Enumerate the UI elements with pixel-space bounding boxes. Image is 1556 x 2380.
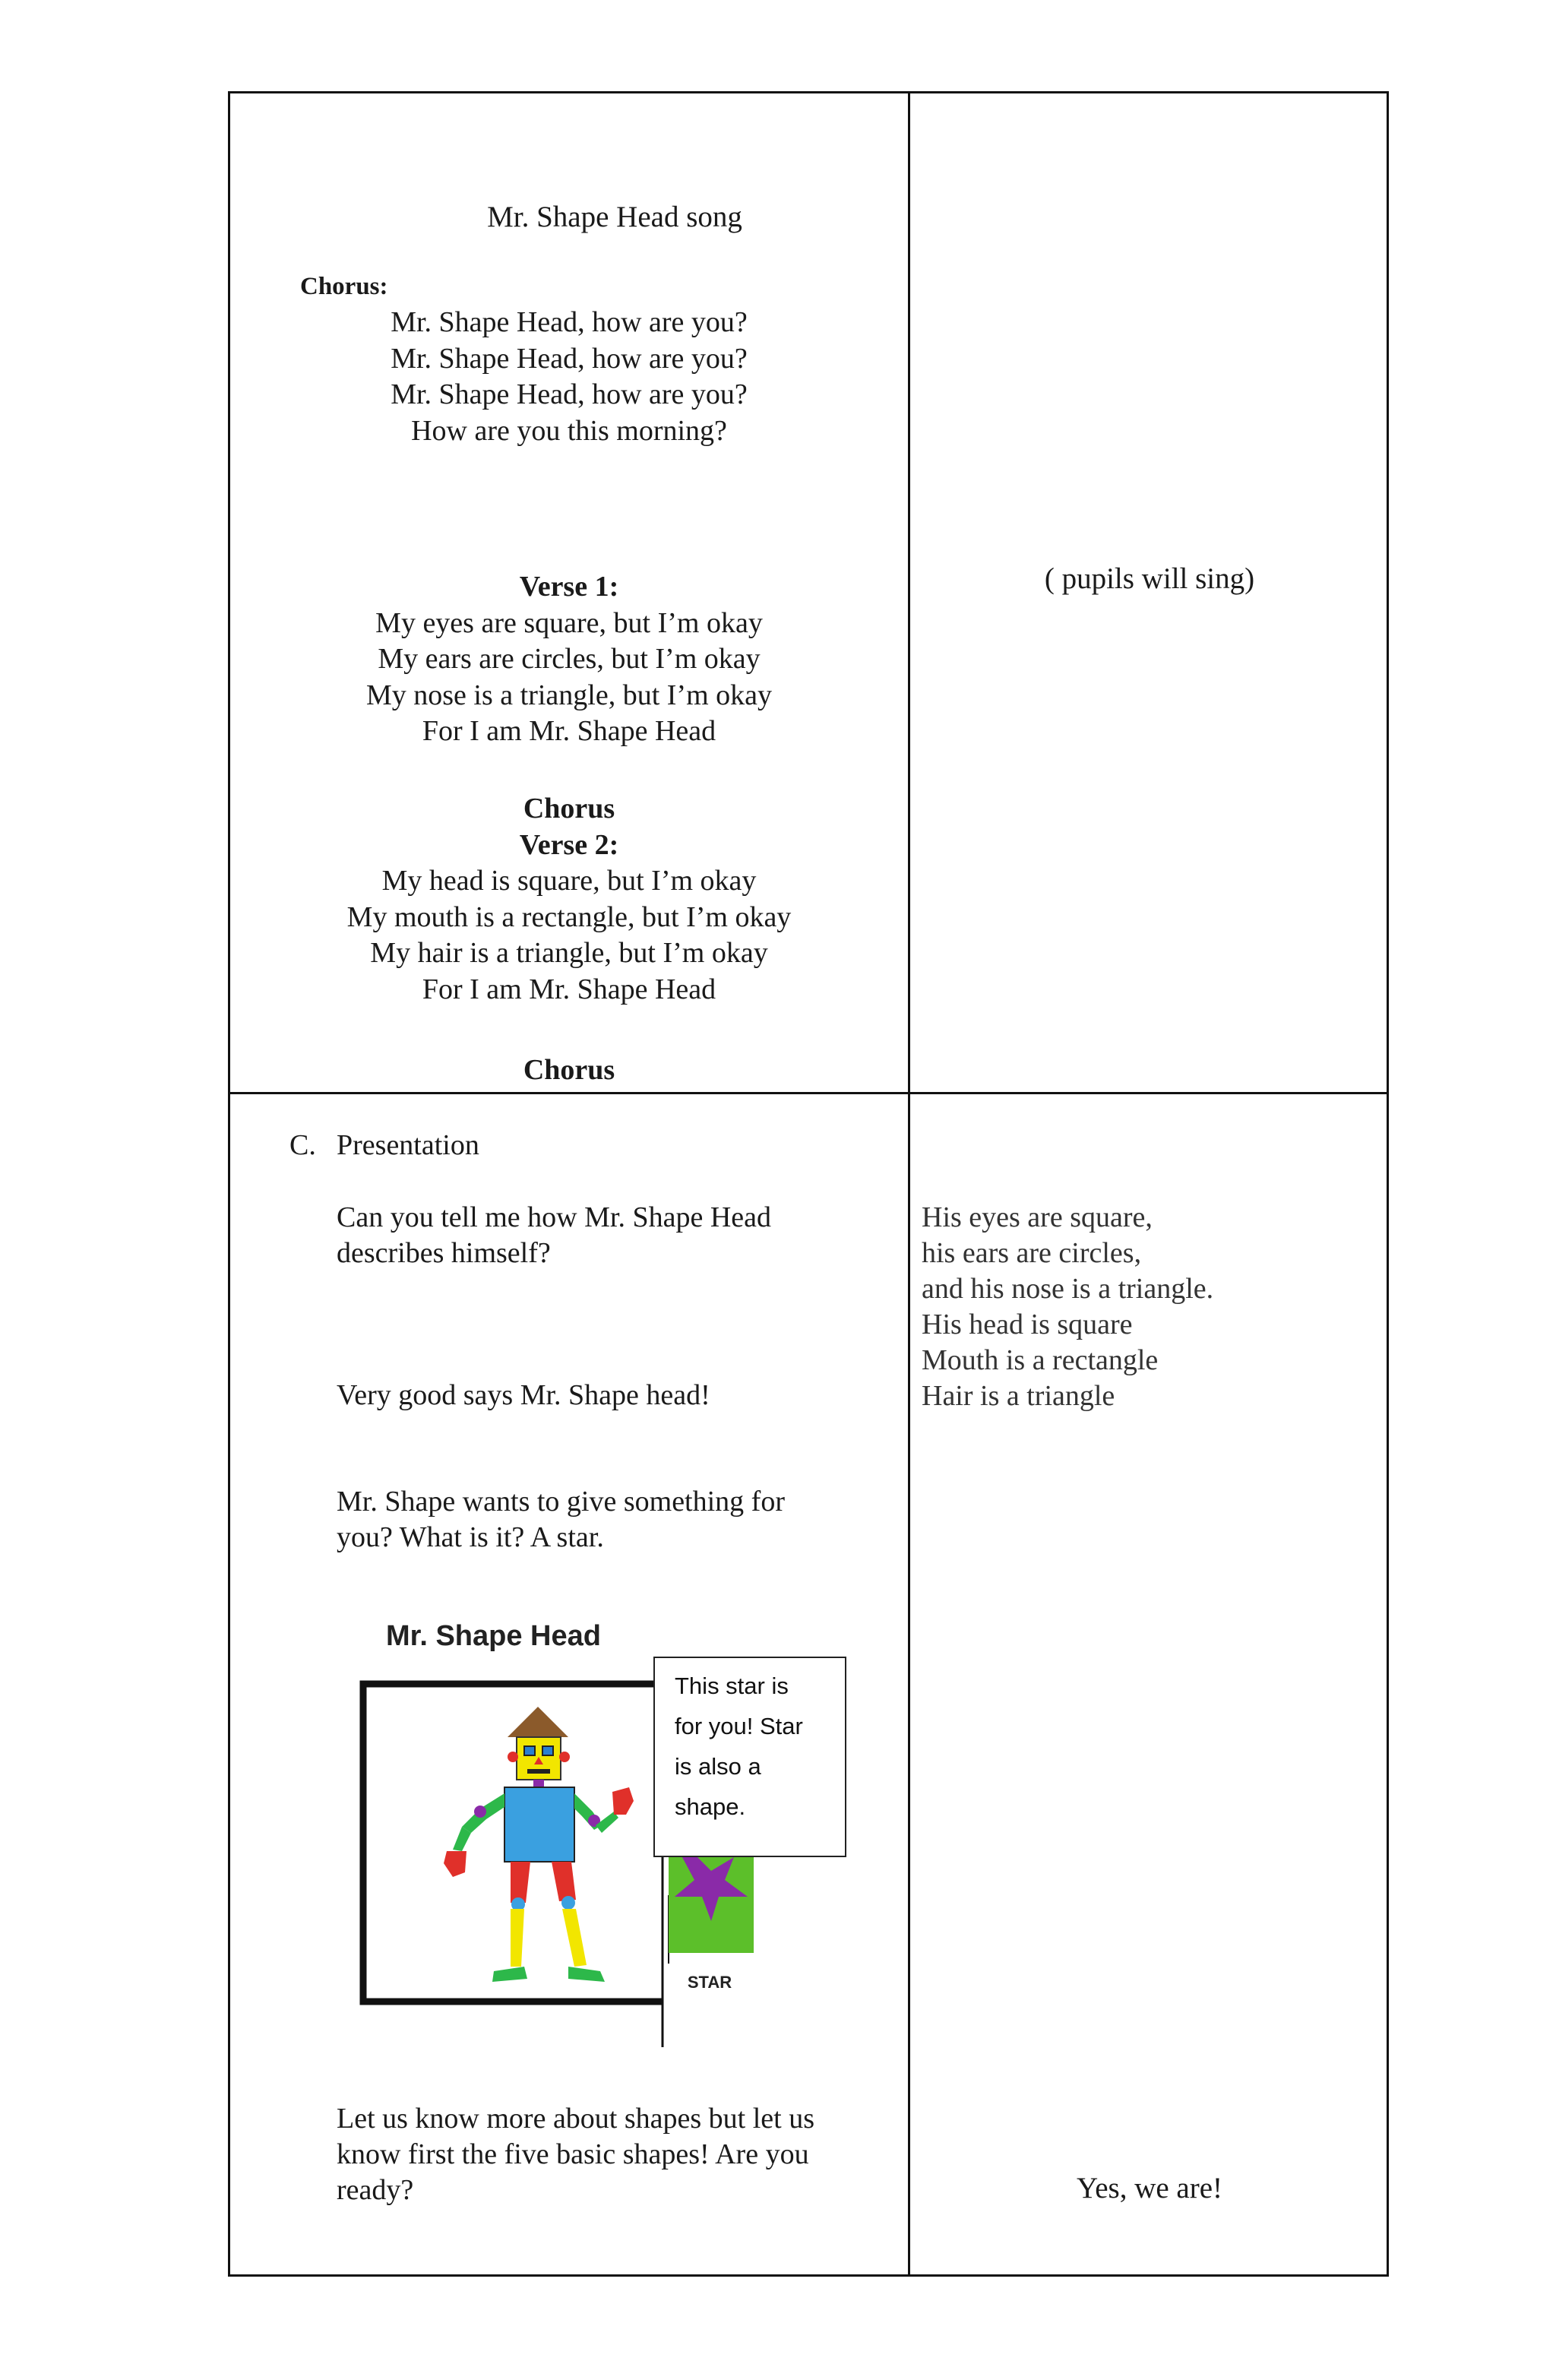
answer-line: Mouth is a rectangle xyxy=(922,1344,1159,1376)
shoulder-joint-icon xyxy=(474,1806,486,1818)
illustration-title: Mr. Shape Head xyxy=(386,1620,601,1652)
verse1-line: My nose is a triangle, but I’m okay xyxy=(365,679,772,711)
verse2-line: My mouth is a rectangle, but I’m okay xyxy=(346,900,792,933)
verse2-line: My head is square, but I’m okay xyxy=(381,865,757,897)
speech-box xyxy=(653,1657,846,1857)
closing-line: ready? xyxy=(337,2174,414,2206)
mr-shape-head-illustration xyxy=(331,1523,848,2055)
chorus-line: How are you this morning? xyxy=(411,414,727,447)
verse1-stanza xyxy=(230,569,908,750)
right-foot-icon xyxy=(568,1967,605,1982)
chorus-stanza xyxy=(230,305,908,449)
column-divider xyxy=(908,93,910,2274)
section-letter: C. xyxy=(289,1129,316,1161)
left-thigh-icon xyxy=(511,1862,530,1903)
verse2-heading: Verse 2: xyxy=(519,828,619,861)
closing-line: know first the five basic shapes! Are you xyxy=(337,2138,809,2170)
body-rectangle-icon xyxy=(504,1787,574,1862)
star-label: STAR xyxy=(687,1973,732,1992)
chorus-line: Mr. Shape Head, how are you? xyxy=(391,342,748,375)
answer-line: his ears are circles, xyxy=(922,1237,1142,1269)
final-chorus xyxy=(230,1052,908,1089)
speech-line: is also a xyxy=(675,1753,761,1780)
chorus-label: Chorus: xyxy=(300,273,388,300)
left-shin-icon xyxy=(511,1909,524,1967)
verse2-line: My hair is a triangle, but I’m okay xyxy=(370,937,768,969)
closing-line: Let us know more about shapes but let us xyxy=(337,2103,815,2135)
chorus-line: Mr. Shape Head, how are you? xyxy=(391,378,748,410)
verse1-line: My eyes are square, but I’m okay xyxy=(375,606,763,639)
verse1-line: My ears are circles, but I’m okay xyxy=(378,643,761,675)
verse1-heading: Verse 1: xyxy=(519,571,619,603)
question-paragraph xyxy=(337,1200,891,1271)
speech-line: for you! Star xyxy=(675,1713,803,1739)
chorus-heading: Chorus xyxy=(523,793,615,824)
final-chorus-heading: Chorus xyxy=(523,1054,615,1086)
ear-circle-icon xyxy=(559,1752,570,1762)
very-good-paragraph: Very good says Mr. Shape head! xyxy=(337,1379,710,1411)
song-cell xyxy=(230,93,908,1092)
pupils-response-song: ( pupils will sing) xyxy=(1044,562,1255,595)
ear-circle-icon xyxy=(508,1752,518,1762)
pupils-response-ready: Yes, we are! xyxy=(1076,2172,1223,2204)
answer-line: Hair is a triangle xyxy=(922,1380,1115,1412)
presentation-heading xyxy=(289,1128,479,1162)
verse1-line: For I am Mr. Shape Head xyxy=(422,715,716,747)
closing-paragraph xyxy=(337,2101,891,2208)
answer-line: His head is square xyxy=(922,1309,1133,1340)
left-foot-icon xyxy=(492,1967,527,1982)
right-thigh-icon xyxy=(552,1862,576,1901)
speech-line: shape. xyxy=(675,1793,746,1820)
section-title: Presentation xyxy=(337,1129,479,1161)
row-divider xyxy=(230,1092,1387,1094)
right-hand-icon xyxy=(612,1787,634,1815)
verse2-line: For I am Mr. Shape Head xyxy=(422,973,716,1005)
star-line: Mr. Shape wants to give something for xyxy=(337,1486,785,1518)
neck-icon xyxy=(533,1780,544,1787)
answer-line: His eyes are square, xyxy=(922,1201,1153,1233)
speech-line: This star is xyxy=(675,1673,789,1699)
right-shin-icon xyxy=(562,1909,587,1967)
chorus-line: Mr. Shape Head, how are you? xyxy=(391,306,748,338)
song-title: Mr. Shape Head song xyxy=(487,201,742,233)
hair-triangle-icon xyxy=(508,1707,568,1737)
verse2-stanza xyxy=(230,791,908,1008)
eye-square-icon xyxy=(524,1746,535,1755)
question-line: describes himself? xyxy=(337,1237,551,1269)
mouth-rectangle-icon xyxy=(527,1769,550,1774)
left-hand-icon xyxy=(444,1851,466,1877)
answer-line: and his nose is a triangle. xyxy=(922,1273,1214,1305)
knee-joint-icon xyxy=(561,1896,575,1910)
star-line: you? What is it? A star. xyxy=(337,1521,604,1553)
question-line: Can you tell me how Mr. Shape Head xyxy=(337,1201,772,1233)
pupil-answers xyxy=(922,1200,1377,1414)
eye-square-icon xyxy=(542,1746,553,1755)
